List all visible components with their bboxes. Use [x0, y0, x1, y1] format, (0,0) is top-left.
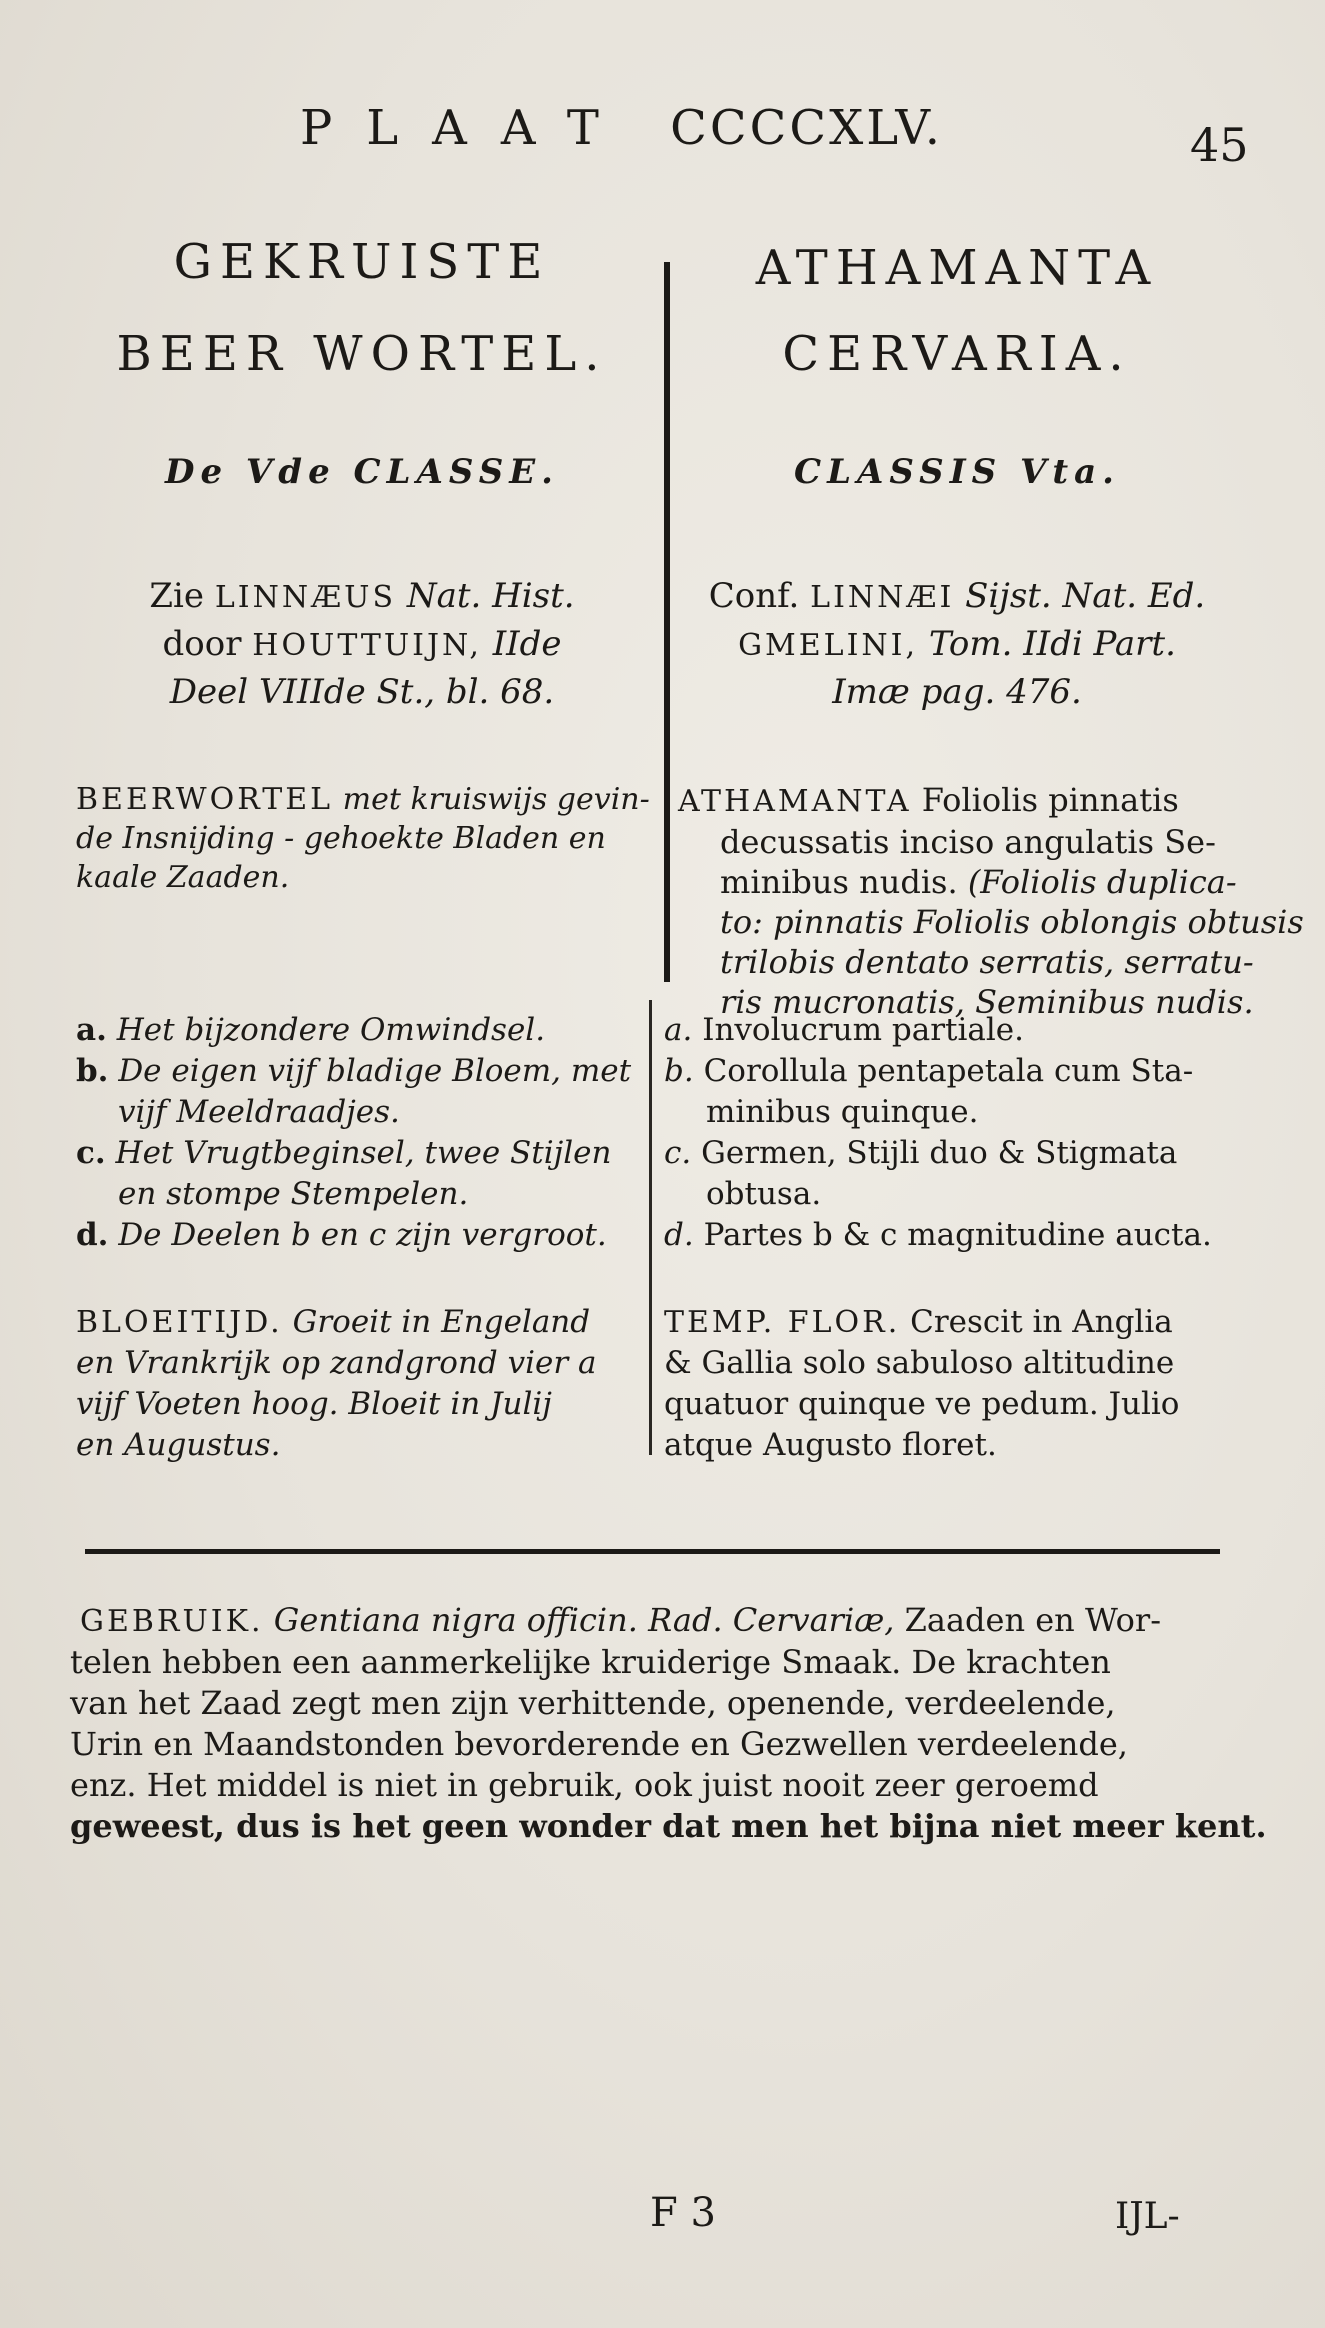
plate-number: CCCCXLV.: [670, 100, 943, 156]
list-item: b. De eigen vijf bladige Bloem, met: [76, 1053, 632, 1089]
left-title-line1: GEKRUISTE: [173, 234, 551, 290]
ref-author: LINNÆI: [810, 580, 955, 615]
right-reference-line1: [672, 572, 1242, 622]
signature-mark: F 3: [650, 2190, 716, 2236]
ref-work: Sijst. Nat. Ed.: [965, 576, 1206, 616]
left-description: [76, 780, 656, 897]
ref-prefix: Zie: [149, 576, 205, 616]
right-flowering: TEMP. FLOR. Crescit in Anglia & Gallia solo sabuloso altitudine quatuor quinque ve pedum. Julio atque Augusto floret.: [664, 1304, 1180, 1463]
right-figure-list: [664, 1010, 1234, 1256]
usage-paragraph: GEBRUIK. Gentiana nigra officin. Rad. Cervariæ, Zaaden en Wor- telen hebben een aanmerkelijke kruiderige Smaak. De krachten van het Zaad zegt men zijn verhittende, openende, verdeelende, Urin en Maandstonden bevorderende en Gezwellen verdeelende, enz. Het middel is niet in gebruik, ook juist nooit zeer geroemd geweest, dus is het geen wonder dat men het bijna niet meer kent.: [70, 1601, 1267, 1845]
list-item: c. Germen, Stijli duo & Stigmata: [664, 1135, 1178, 1171]
running-title: PLAAT: [300, 100, 633, 156]
desc-line: Foliolis pinnatis: [921, 781, 1179, 819]
usage-head: GEBRUIK.: [80, 1604, 264, 1639]
list-item-cont: en stompe Stempelen.: [118, 1176, 469, 1212]
desc-line: minibus nudis.: [720, 863, 958, 901]
running-head: [300, 100, 943, 156]
desc-line: trilobis dentato serratis, serratu-: [720, 943, 1254, 981]
desc-line: ris mucronatis, Seminibus nudis.: [720, 983, 1254, 1021]
column-divider: [664, 262, 670, 982]
usage-line: van het Zaad zegt men zijn verhittende, openende, verdeelende,: [70, 1684, 1116, 1722]
usage-line: enz. Het middel is niet in gebruik, ook juist nooit zeer geroemd: [70, 1766, 1099, 1804]
ref-volume: Deel VIIIde St., bl. 68.: [169, 672, 555, 712]
temp-head: TEMP. FLOR.: [664, 1305, 901, 1340]
list-item-cont: minibus quinque.: [706, 1094, 979, 1130]
section-rule: [85, 1549, 1220, 1554]
bloei-head: BLOEITIJD.: [76, 1305, 283, 1340]
right-description: [678, 780, 1304, 1022]
right-classe: CLASSIS Vta.: [794, 452, 1120, 492]
usage-line: Urin en Maandstonden bevorderende en Gezwellen verdeelende,: [70, 1725, 1128, 1763]
left-reference-line3: [72, 668, 652, 716]
left-classe: De Vde CLASSE.: [164, 452, 560, 492]
list-item: b. Corollula pentapetala cum Sta-: [664, 1053, 1194, 1089]
desc-line: de Insnijding - gehoekte Bladen en: [76, 821, 606, 856]
ref-prefix: Conf.: [708, 576, 800, 616]
left-figure-list: [76, 1010, 656, 1256]
ref-part: Tom. IIdi Part.: [928, 624, 1176, 664]
left-flowering: BLOEITIJD. Groeit in Engeland en Vrankrijk op zandgrond vier a vijf Voeten hoog. Bloeit in Julij en Augustus.: [76, 1304, 597, 1463]
usage-line: geweest, dus is het geen wonder dat men het bijna niet meer kent.: [70, 1807, 1267, 1845]
desc-line: met kruiswijs gevin-: [342, 782, 650, 817]
ref-prefix: door: [162, 624, 242, 664]
ref-part: IIde: [492, 624, 562, 664]
list-item-cont: vijf Meeldraadjes.: [118, 1094, 400, 1130]
left-title-line2: BEER WORTEL.: [116, 326, 608, 382]
list-item: a. Het bijzondere Omwindsel.: [76, 1012, 546, 1048]
catchword: IJL-: [1115, 2196, 1180, 2237]
right-reference-line2: [672, 620, 1242, 670]
desc-line: kaale Zaaden.: [76, 860, 290, 895]
desc-head: ATHAMANTA: [678, 784, 912, 819]
desc-line: to: pinnatis Foliolis oblongis obtusis: [720, 903, 1304, 941]
ref-work: Nat. Hist.: [406, 576, 575, 616]
right-title-line2: CERVARIA.: [782, 326, 1132, 382]
page-number: 45: [1190, 118, 1249, 172]
ref-page: Imæ pag. 476.: [832, 672, 1082, 712]
right-title-line1: ATHAMANTA: [755, 240, 1159, 296]
desc-line-italic: (Foliolis duplica-: [967, 863, 1237, 901]
list-item: a. Involucrum partiale.: [664, 1012, 1024, 1048]
ref-author: LINNÆUS: [214, 580, 396, 615]
ref-translator: HOUTTUIJN,: [252, 628, 482, 663]
list-item: c. Het Vrugtbeginsel, twee Stijlen: [76, 1135, 612, 1171]
desc-line: decussatis inciso angulatis Se-: [720, 823, 1216, 861]
ref-editor: GMELINI,: [738, 628, 919, 663]
left-reference-line1: [72, 572, 652, 622]
list-item: d. De Deelen b en c zijn vergroot.: [76, 1217, 607, 1253]
usage-line: telen hebben een aanmerkelijke kruiderige Smaak. De krachten: [70, 1643, 1111, 1681]
desc-head: BEERWORTEL: [76, 782, 334, 817]
list-item: d. Partes b & c magnitudine aucta.: [664, 1217, 1212, 1253]
list-item-cont: obtusa.: [706, 1176, 822, 1212]
left-reference-line2: [72, 620, 652, 670]
right-reference-line3: [672, 668, 1242, 716]
